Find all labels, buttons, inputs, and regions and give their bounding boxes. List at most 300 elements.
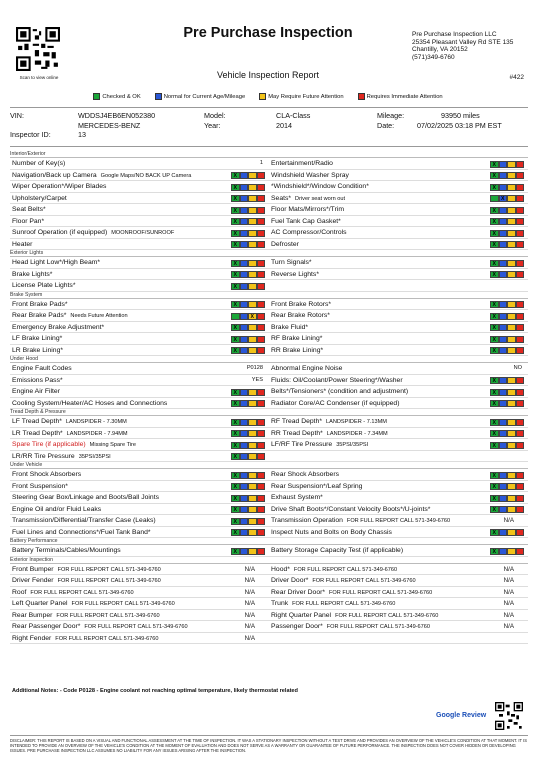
rating-box-ok[interactable]: X [490,529,499,536]
inspection-item [269,269,528,281]
item-label-text: LF/RF Tire Pressure [271,441,333,448]
item-label [271,170,349,182]
item-label-text: Brake Lights* [12,270,53,278]
rating-box-future[interactable] [248,271,257,278]
item-value: N/A [244,577,255,584]
rating-box-ok[interactable]: X [231,400,240,407]
rating-box-future[interactable] [507,230,516,237]
rating-box-ok[interactable]: X [490,389,499,396]
rating-box-future[interactable] [248,207,257,214]
rating-box-immediate[interactable] [516,336,525,343]
rating-boxes [490,313,524,320]
rating-box-ok[interactable]: X [231,548,240,555]
rating-box-future[interactable] [507,172,516,179]
rating-box-normal[interactable] [499,548,508,555]
rating-box-normal[interactable] [499,184,508,191]
rating-box-normal[interactable] [240,230,249,237]
rating-box-normal[interactable] [499,313,508,320]
rating-box-future[interactable] [507,313,516,320]
rating-box-ok[interactable]: X [490,313,499,320]
inspection-item [10,269,269,281]
rating-box-normal[interactable] [240,419,249,426]
rating-box-ok[interactable]: X [490,271,499,278]
rating-box-ok[interactable]: X [490,506,499,513]
rating-box-immediate[interactable] [257,548,266,555]
rating-box-normal[interactable] [240,529,249,536]
rating-box-future[interactable] [248,347,257,354]
rating-box-immediate[interactable] [516,472,525,479]
rating-box-ok[interactable]: X [490,548,499,555]
rating-box-immediate[interactable] [516,301,525,308]
rating-box-immediate[interactable] [516,184,525,191]
rating-box-ok[interactable]: X [231,271,240,278]
rating-box-future[interactable] [507,389,516,396]
item-note: 35PSI/35PSI [336,442,369,448]
rating-box-future[interactable]: X [248,313,257,320]
rating-box-ok[interactable]: X [231,336,240,343]
rating-box-normal[interactable] [240,506,249,513]
item-label-text: Entertainment/Radio [271,160,333,167]
rating-box-ok[interactable]: X [231,472,240,479]
rating-box-immediate[interactable] [257,483,266,490]
rating-box-ok[interactable]: X [231,506,240,513]
rating-box-immediate[interactable] [257,172,266,179]
rating-box-immediate[interactable] [516,195,525,202]
item-label-text: Emissions Pass* [12,376,63,384]
rating-box-ok[interactable] [231,313,240,320]
rating-box-ok[interactable]: X [490,161,499,168]
rating-box-normal[interactable] [240,218,249,225]
rating-box-future[interactable] [248,260,257,267]
inspection-item [269,310,528,322]
item-note: FOR FULL REPORT CALL 571-349-6760 [335,612,439,619]
rating-box-normal[interactable] [499,324,508,331]
rating-box-future[interactable] [507,472,516,479]
item-label [12,333,62,345]
rating-boxes [490,241,524,248]
rating-box-normal[interactable] [499,172,508,179]
qr-code-icon[interactable] [495,702,523,730]
item-label [12,345,63,357]
rating-box-normal[interactable] [499,419,508,426]
inspection-row [10,469,528,481]
rating-box-ok[interactable]: X [490,419,499,426]
rating-box-immediate[interactable] [516,548,525,555]
item-label [271,193,345,205]
rating-box-future[interactable] [248,518,257,525]
item-label-text: RF Tread Depth* [271,418,322,425]
rating-box-normal[interactable] [240,301,249,308]
inspection-item [10,598,269,610]
rating-box-normal[interactable] [499,472,508,479]
item-label [271,333,322,345]
rating-box-future[interactable] [248,453,257,460]
rating-box-immediate[interactable] [516,207,525,214]
rating-box-ok[interactable]: X [231,453,240,460]
rating-box-ok[interactable]: X [490,442,499,449]
inspection-row [10,587,528,599]
rating-box-immediate[interactable] [516,529,525,536]
rating-box-immediate[interactable] [257,241,266,248]
item-label-text: Abnormal Engine Noise [271,365,343,372]
rating-boxes [490,260,524,267]
rating-box-immediate[interactable] [516,495,525,502]
item-label [271,204,344,216]
rating-box-immediate[interactable] [257,336,266,343]
rating-box-ok[interactable]: X [231,529,240,536]
rating-box-ok[interactable] [490,195,499,202]
rating-box-future[interactable] [507,506,516,513]
rating-box-ok[interactable]: X [490,400,499,407]
inspection-item [10,416,269,428]
rating-box-ok[interactable]: X [231,324,240,331]
rating-box-normal[interactable] [240,548,249,555]
rating-box-normal[interactable] [499,389,508,396]
rating-box-ok[interactable]: X [231,172,240,179]
rating-box-ok[interactable]: X [490,218,499,225]
rating-box-immediate[interactable] [257,230,266,237]
rating-box-ok[interactable]: X [490,483,499,490]
rating-box-future[interactable] [507,336,516,343]
rating-box-ok[interactable]: X [231,483,240,490]
rating-box-future[interactable] [248,506,257,513]
rating-box-normal[interactable] [240,347,249,354]
rating-boxes [231,324,265,331]
item-label-text: Defroster [271,240,299,248]
rating-box-normal[interactable] [499,377,508,384]
rating-box-immediate[interactable] [516,260,525,267]
rating-box-ok[interactable]: X [231,442,240,449]
rating-box-normal[interactable] [240,483,249,490]
report-subtitle: Vehicle Inspection Report [216,70,320,80]
rating-box-future[interactable] [507,400,516,407]
inspection-item [10,158,269,170]
rating-box-future[interactable] [248,195,257,202]
item-label [271,257,312,269]
rating-box-normal[interactable] [499,241,508,248]
rating-box-immediate[interactable] [257,347,266,354]
rating-box-future[interactable] [507,347,516,354]
inspection-row [10,386,528,398]
inspection-item [10,181,269,193]
rating-box-normal[interactable] [240,207,249,214]
rating-box-normal[interactable] [240,430,249,437]
rating-box-immediate[interactable] [516,419,525,426]
item-label [12,469,81,481]
inspection-item [269,564,528,576]
rating-box-ok[interactable]: X [231,495,240,502]
rating-box-normal[interactable] [499,260,508,267]
rating-box-normal[interactable] [499,347,508,354]
rating-box-immediate[interactable] [516,271,525,278]
rating-box-ok[interactable]: X [490,377,499,384]
rating-box-normal[interactable] [240,283,249,290]
rating-box-future[interactable] [248,184,257,191]
rating-box-future[interactable] [507,548,516,555]
rating-box-future[interactable] [507,430,516,437]
rating-box-future[interactable] [507,529,516,536]
rating-box-immediate[interactable] [257,218,266,225]
rating-box-ok[interactable]: X [231,301,240,308]
rating-boxes [231,260,265,267]
rating-box-immediate[interactable] [257,195,266,202]
rating-box-future[interactable] [507,271,516,278]
rating-box-future[interactable] [248,172,257,179]
rating-box-immediate[interactable] [257,260,266,267]
rating-box-immediate[interactable] [257,283,266,290]
rating-box-future[interactable] [248,336,257,343]
rating-box-ok[interactable]: X [490,430,499,437]
rating-boxes [231,241,265,248]
rating-box-future[interactable] [248,400,257,407]
item-label-text: Cooling System/Heater/AC Hoses and Connections [12,399,168,407]
rating-box-immediate[interactable] [257,430,266,437]
rating-box-ok[interactable]: X [231,241,240,248]
rating-box-normal[interactable]: X [499,195,508,202]
rating-box-normal[interactable] [240,472,249,479]
rating-box-normal[interactable] [499,336,508,343]
rating-box-immediate[interactable] [516,161,525,168]
rating-box-future[interactable] [507,442,516,449]
rating-box-ok[interactable]: X [231,518,240,525]
rating-boxes [490,400,524,407]
rating-box-ok[interactable]: X [490,184,499,191]
rating-box-normal[interactable] [240,453,249,460]
rating-box-normal[interactable] [499,301,508,308]
rating-box-normal[interactable] [240,389,249,396]
item-label [12,492,159,504]
section-title: Brake System [10,292,528,299]
item-label-text: RR Brake Lining* [271,346,324,354]
rating-box-ok[interactable]: X [231,419,240,426]
inspection-row [10,299,528,311]
rating-box-immediate[interactable] [516,313,525,320]
rating-box-normal[interactable] [240,195,249,202]
rating-boxes [231,313,265,320]
rating-box-normal[interactable] [240,260,249,267]
rating-box-future[interactable] [507,483,516,490]
rating-box-ok[interactable]: X [231,430,240,437]
rating-box-future[interactable] [248,483,257,490]
rating-box-normal[interactable] [240,495,249,502]
rating-box-future[interactable] [507,324,516,331]
rating-box-immediate[interactable] [257,442,266,449]
rating-box-ok[interactable]: X [231,195,240,202]
rating-box-immediate[interactable] [257,324,266,331]
google-review-link[interactable]: Google Review [436,712,487,719]
rating-box-future[interactable] [507,161,516,168]
rating-box-immediate[interactable] [257,389,266,396]
rating-box-normal[interactable] [240,336,249,343]
rating-box-immediate[interactable] [257,472,266,479]
rating-box-ok[interactable]: X [231,389,240,396]
rating-box-normal[interactable] [240,324,249,331]
rating-box-normal[interactable] [499,442,508,449]
rating-box-future[interactable] [248,241,257,248]
item-label [12,204,46,216]
rating-box-normal[interactable] [499,218,508,225]
rating-box-immediate[interactable] [516,442,525,449]
rating-box-normal[interactable] [499,230,508,237]
rating-box-immediate[interactable] [516,400,525,407]
rating-box-ok[interactable]: X [490,324,499,331]
rating-box-future[interactable] [248,529,257,536]
mileage-value: 93950 miles [441,111,480,120]
item-label [12,598,175,610]
rating-box-ok[interactable]: X [490,172,499,179]
rating-box-future[interactable] [507,184,516,191]
rating-box-normal[interactable] [499,400,508,407]
rating-box-normal[interactable] [499,161,508,168]
rating-box-immediate[interactable] [257,529,266,536]
rating-box-normal[interactable] [240,400,249,407]
rating-box-future[interactable] [248,301,257,308]
rating-box-ok[interactable]: X [490,207,499,214]
rating-box-immediate[interactable] [257,495,266,502]
item-label-text: License Plate Lights* [12,282,76,289]
rating-box-future[interactable] [248,472,257,479]
inspection-row [10,610,528,622]
rating-box-immediate[interactable] [257,419,266,426]
rating-box-normal[interactable] [240,442,249,449]
rating-box-immediate[interactable] [257,184,266,191]
item-value: N/A [503,565,514,573]
rating-boxes [231,271,265,278]
item-label-text: Left Quarter Panel [12,600,68,607]
rating-box-immediate[interactable] [257,400,266,407]
rating-box-immediate[interactable] [516,389,525,396]
rating-box-normal[interactable] [240,184,249,191]
rating-box-future[interactable] [248,283,257,290]
rating-box-immediate[interactable] [516,172,525,179]
item-note: FOR FULL REPORT CALL 571-349-6760 [312,578,416,584]
rating-box-future[interactable] [248,230,257,237]
rating-box-ok[interactable]: X [490,260,499,267]
rating-box-normal[interactable] [240,172,249,179]
rating-box-normal[interactable] [499,207,508,214]
rating-box-ok[interactable]: X [231,218,240,225]
rating-box-immediate[interactable] [516,218,525,225]
rating-box-ok[interactable]: X [490,301,499,308]
rating-box-immediate[interactable] [516,324,525,331]
rating-box-immediate[interactable] [257,313,266,320]
inspection-item [10,322,269,334]
rating-box-future[interactable] [248,419,257,426]
item-label [271,239,299,251]
year-label: Year: [204,120,221,130]
rating-box-future[interactable] [507,207,516,214]
item-label [12,451,111,463]
rating-box-future[interactable] [507,195,516,202]
rating-box-ok[interactable]: X [490,347,499,354]
rating-box-ok[interactable]: X [231,347,240,354]
item-label-text: RF Brake Lining* [271,335,323,342]
rating-box-normal[interactable] [240,518,249,525]
rating-box-ok[interactable]: X [490,230,499,237]
item-label [271,216,341,228]
item-label [12,527,151,539]
rating-box-ok[interactable]: X [231,283,240,290]
item-label [271,504,430,516]
rating-box-immediate[interactable] [516,430,525,437]
rating-boxes [231,483,265,490]
rating-box-immediate[interactable] [257,301,266,308]
item-label-text: Fluids: Oil/Coolant/Power Steering*/Washer [271,376,403,384]
item-label [271,322,308,334]
item-value: P0128 [246,365,263,371]
rating-box-immediate[interactable] [516,347,525,354]
rating-box-immediate[interactable] [516,230,525,237]
item-label [12,633,159,645]
rating-box-future[interactable] [507,260,516,267]
rating-box-normal[interactable] [240,241,249,248]
rating-box-ok[interactable]: X [490,241,499,248]
rating-box-normal[interactable] [499,483,508,490]
rating-box-normal[interactable] [240,271,249,278]
rating-box-immediate[interactable] [257,271,266,278]
inspection-item [10,216,269,228]
rating-box-normal[interactable] [499,506,508,513]
rating-box-future[interactable] [507,495,516,502]
rating-box-immediate[interactable] [257,207,266,214]
rating-box-future[interactable] [248,495,257,502]
item-note: LANDSPIDER - 7.30MM [65,419,127,425]
inspection-item [10,428,269,440]
item-label [271,375,403,387]
inspection-item [10,587,269,599]
rating-box-future[interactable] [248,430,257,437]
rating-box-immediate[interactable] [257,453,266,460]
item-value: N/A [244,623,255,630]
rating-box-future[interactable] [248,389,257,396]
inspection-row [10,310,528,322]
rating-box-future[interactable] [248,548,257,555]
rating-box-future[interactable] [248,218,257,225]
rating-box-immediate[interactable] [516,483,525,490]
rating-boxes [231,389,265,396]
rating-box-ok[interactable]: X [231,184,240,191]
rating-box-immediate[interactable] [516,377,525,384]
rating-box-future[interactable] [248,324,257,331]
rating-box-normal[interactable] [499,495,508,502]
rating-box-immediate[interactable] [257,518,266,525]
company-phone[interactable]: (571)349-6760 [412,53,455,61]
rating-box-ok[interactable]: X [490,472,499,479]
rating-box-future[interactable] [507,301,516,308]
rating-box-future[interactable] [507,419,516,426]
rating-box-ok[interactable]: X [231,207,240,214]
item-note: Google Maps/NO BACK UP Camera [100,172,192,179]
rating-box-immediate[interactable] [516,506,525,513]
rating-box-future[interactable] [507,241,516,248]
rating-box-normal[interactable] [240,313,249,320]
inspection-item [269,322,528,334]
rating-box-normal[interactable] [499,529,508,536]
rating-box-future[interactable] [507,218,516,225]
rating-boxes [231,184,265,191]
rating-box-future[interactable] [248,442,257,449]
rating-box-ok[interactable]: X [231,260,240,267]
item-note: FOR FULL REPORT CALL 571-349-6760 [326,624,430,630]
rating-box-normal[interactable] [499,430,508,437]
rating-box-ok[interactable]: X [490,336,499,343]
rating-box-normal[interactable] [499,271,508,278]
rating-box-future[interactable] [507,377,516,384]
rating-box-immediate[interactable] [257,506,266,513]
rating-box-ok[interactable]: X [490,495,499,502]
rating-box-immediate[interactable] [516,241,525,248]
rating-box-ok[interactable]: X [231,230,240,237]
